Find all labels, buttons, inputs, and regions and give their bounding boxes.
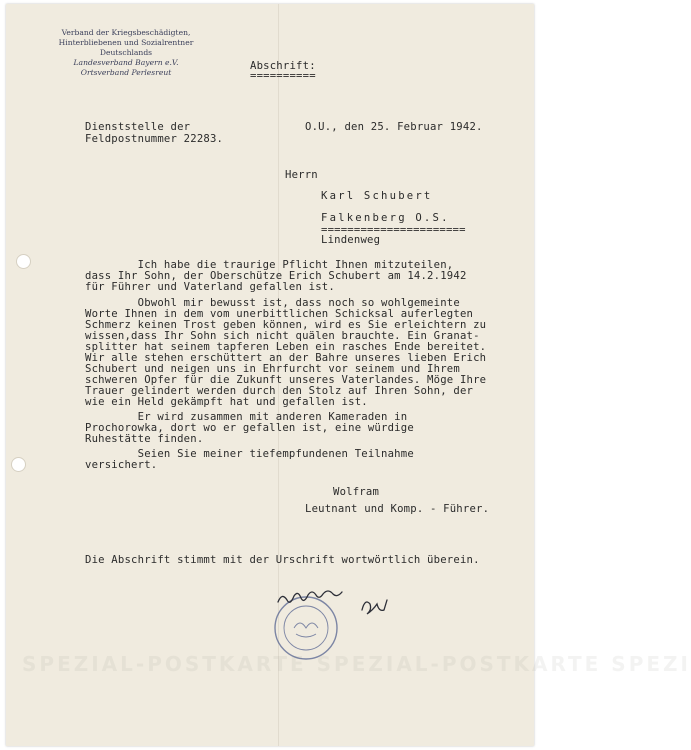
- body-line: Seien Sie meiner tiefempfundenen Teilnahme: [85, 448, 414, 460]
- body-line: Trauer gelindert werden durch den Stolz auf Ihren Sohn, der: [85, 385, 474, 397]
- stamp-seal: [275, 597, 337, 659]
- body-line: schweren Opfer für die Zukunft unseres Vaterlandes. Möge Ihre: [85, 374, 487, 386]
- body-line: splitter hat seinem tapferen Leben ein rasches Ende bereitet.: [85, 341, 487, 353]
- watermark-text: SPEZIAL-POSTKARTE SPEZIAL-POSTKARTE SPEZI: [22, 652, 691, 676]
- recipient-city: Falkenberg O.S.: [321, 212, 450, 224]
- recipient-rule: ======================: [321, 224, 466, 236]
- body-line: Ruhestätte finden.: [85, 433, 204, 445]
- handwritten-signature: [278, 591, 387, 614]
- letterhead-line: Deutschlands: [99, 48, 153, 57]
- certification-line: Die Abschrift stimmt mit der Urschrift wortwörtlich überein.: [85, 554, 480, 566]
- date-line: O.U., den 25. Februar 1942.: [305, 121, 483, 133]
- body-line: wissen,dass Ihr Sohn sich nicht quälen brauchte. Ein Granat-: [85, 330, 480, 342]
- recipient-salutation: Herrn: [285, 169, 318, 181]
- document-title: Abschrift:: [250, 60, 316, 72]
- body-line: Ich habe die traurige Pflicht Ihnen mitzuteilen,: [85, 259, 454, 271]
- body-line: versichert.: [85, 459, 158, 471]
- body-line: Schubert und neigen uns in Ehrfurcht vor seinem und Ihrem: [85, 363, 460, 375]
- punch-hole-bottom: [11, 457, 26, 472]
- document-title-underline: ==========: [250, 70, 316, 82]
- body-line: Schmerz keinen Trost geben können, wird es Sie erleichtern zu: [85, 319, 487, 331]
- recipient-name: Karl Schubert: [321, 190, 433, 202]
- body-line: Worte Ihnen in dem vom unerbittlichen Schicksal auferlegten: [85, 308, 474, 320]
- signature-rank: Leutnant und Komp. - Führer.: [305, 503, 490, 515]
- letterhead-line: Hinterbliebenen und Sozialrentner: [58, 38, 194, 47]
- body-line: Er wird zusammen mit anderen Kameraden in: [85, 411, 408, 423]
- punch-hole-top: [16, 254, 31, 269]
- body-line: wie ein Held gekämpft hat und gefallen ist.: [85, 396, 368, 408]
- signature-name: Wolfram: [333, 486, 380, 498]
- letterhead: [46, 28, 206, 78]
- sender-line: Dienststelle der: [85, 121, 191, 133]
- body-line: Wir alle stehen erschüttert an der Bahre unseres lieben Erich: [85, 352, 487, 364]
- letterhead-line: Verband der Kriegsbeschädigten,: [61, 28, 191, 37]
- official-stamp: [266, 584, 416, 674]
- letterhead-line: Ortsverband Perlesreut: [80, 68, 172, 77]
- body-line: für Führer und Vaterland gefallen ist.: [85, 281, 335, 293]
- sender-line: Feldpostnummer 22283.: [85, 133, 224, 145]
- letterhead-line: Landesverband Bayern e.V.: [73, 58, 179, 67]
- body-line: Prochorowka, dort wo er gefallen ist, eine würdige: [85, 422, 414, 434]
- recipient-street: Lindenweg: [321, 234, 381, 246]
- body-line: Obwohl mir bewusst ist, dass noch so wohlgemeinte: [85, 297, 460, 309]
- body-line: dass Ihr Sohn, der Oberschütze Erich Schubert am 14.2.1942: [85, 270, 467, 282]
